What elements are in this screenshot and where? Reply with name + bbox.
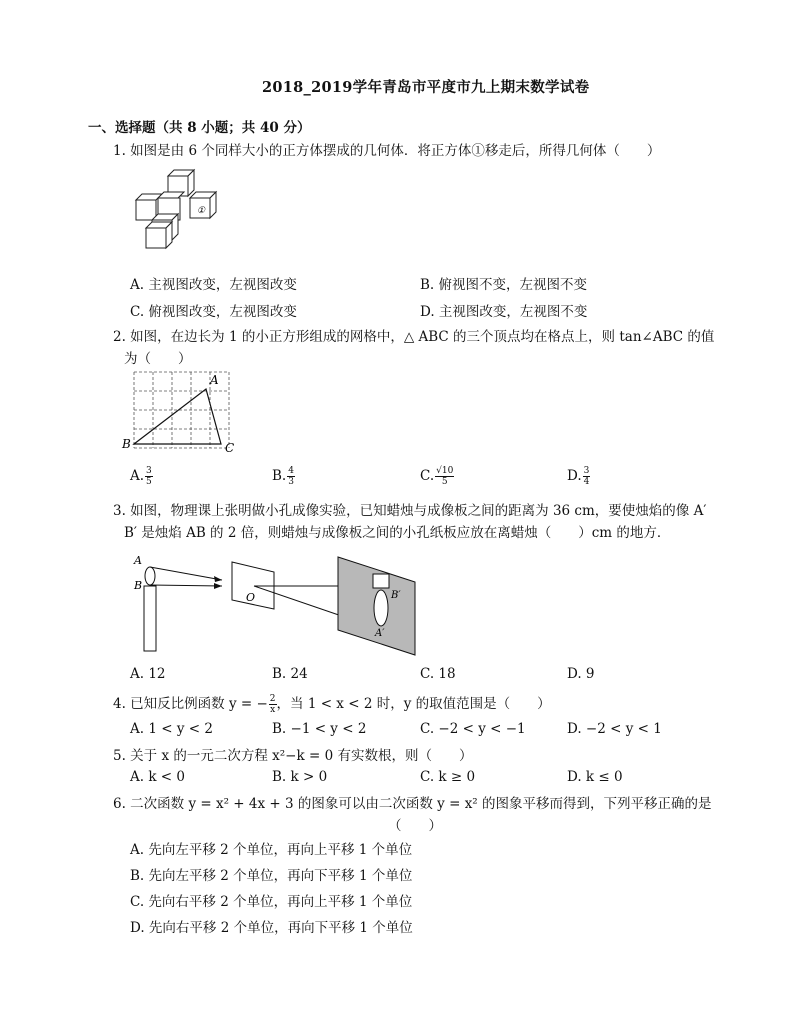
q4-option-c[interactable]: C. −2 < y < −1	[420, 721, 526, 737]
cube-label: ①	[197, 206, 206, 216]
q3-label-a-prime: A′	[375, 628, 385, 639]
question-2-stem-line2: 为（ ）	[124, 351, 192, 367]
q3-option-a[interactable]: A. 12	[130, 666, 166, 682]
question-5-stem: 5. 关于 x 的一元二次方程 x²−k = 0 有实数根，则（ ）	[113, 748, 473, 764]
question-4-stem: 4. 已知反比例函数 y = − $\frac{2}{x}$ ，当 1 < x < 2 时，y 的取值范围是（ ）	[113, 694, 551, 715]
q6-option-b[interactable]: B. 先向左平移 2 个单位，再向下平移 1 个单位	[130, 868, 413, 884]
q2-option-b[interactable]: B. $\frac{4}{3}$	[272, 466, 294, 487]
q6-option-c[interactable]: C. 先向右平移 2 个单位，再向上平移 1 个单位	[130, 894, 413, 910]
grid-triangle-figure	[120, 368, 250, 460]
q3-option-b[interactable]: B. 24	[272, 666, 308, 682]
page-title: 2018_2019学年青岛市平度市九上期末数学试卷	[262, 79, 590, 96]
q2-option-a[interactable]: A. $\frac{3}{5}$	[130, 466, 152, 487]
q5-option-d[interactable]: D. k ≤ 0	[567, 769, 623, 785]
q4-option-d[interactable]: D. −2 < y < 1	[567, 721, 662, 737]
question-6-stem-line2: （ ）	[388, 818, 442, 834]
vertex-c-label: C	[225, 441, 235, 455]
q5-option-c[interactable]: C. k ≥ 0	[420, 769, 476, 785]
question-3-stem-line1: 3. 如图，物理课上张明做小孔成像实验，已知蜡烛与成像板之间的距离为 36 cm，要使烛焰的像 A′	[113, 503, 707, 519]
question-1-stem: 1. 如图是由 6 个同样大小的正方体摆成的几何体．将正方体①移走后，所得几何体（ ）	[113, 143, 661, 159]
question-2-stem-line1: 2. 如图，在边长为 1 的小正方形组成的网格中，△ ABC 的三个顶点均在格点上，则 tan∠ABC 的值	[113, 329, 715, 345]
q2-option-c[interactable]: C. $\frac{√10}{5}$	[420, 466, 454, 487]
q1-option-b[interactable]: B. 俯视图不变，左视图不变	[420, 277, 588, 293]
q1-option-d[interactable]: D. 主视图改变，左视图不变	[420, 304, 588, 320]
q5-option-b[interactable]: B. k > 0	[272, 769, 328, 785]
cube-figure	[128, 166, 238, 266]
question-3-stem-line2: B′ 是烛焰 AB 的 2 倍，则蜡烛与成像板之间的小孔纸板应放在离蜡烛（ ）cm 的地方．	[124, 525, 671, 541]
vertex-b-label: B	[122, 437, 131, 451]
q6-option-a[interactable]: A. 先向左平移 2 个单位，再向上平移 1 个单位	[130, 842, 413, 858]
q6-option-d[interactable]: D. 先向右平移 2 个单位，再向下平移 1 个单位	[130, 920, 413, 936]
q3-option-c[interactable]: C. 18	[420, 666, 456, 682]
q3-option-d[interactable]: D. 9	[567, 666, 595, 682]
pinhole-camera-figure	[130, 552, 430, 662]
q4-option-a[interactable]: A. 1 < y < 2	[130, 721, 213, 737]
q1-option-c[interactable]: C. 俯视图改变，左视图改变	[130, 304, 297, 320]
section-heading: 一、选择题（共 8 小题；共 40 分）	[88, 120, 311, 136]
q3-label-o: O	[246, 591, 256, 604]
q3-label-b-prime: B′	[391, 590, 401, 601]
q4-option-b[interactable]: B. −1 < y < 2	[272, 721, 367, 737]
vertex-a-label: A	[210, 373, 219, 387]
q5-option-a[interactable]: A. k < 0	[130, 769, 185, 785]
question-6-stem-line1: 6. 二次函数 y = x² + 4x + 3 的图象可以由二次函数 y = x² 的图象平移而得到，下列平移正确的是	[113, 796, 712, 812]
q1-option-a[interactable]: A. 主视图改变，左视图改变	[130, 277, 297, 293]
q2-option-d[interactable]: D. $\frac{3}{4}$	[567, 466, 590, 487]
q3-label-a: A	[134, 554, 142, 567]
q3-label-b: B	[134, 579, 143, 592]
